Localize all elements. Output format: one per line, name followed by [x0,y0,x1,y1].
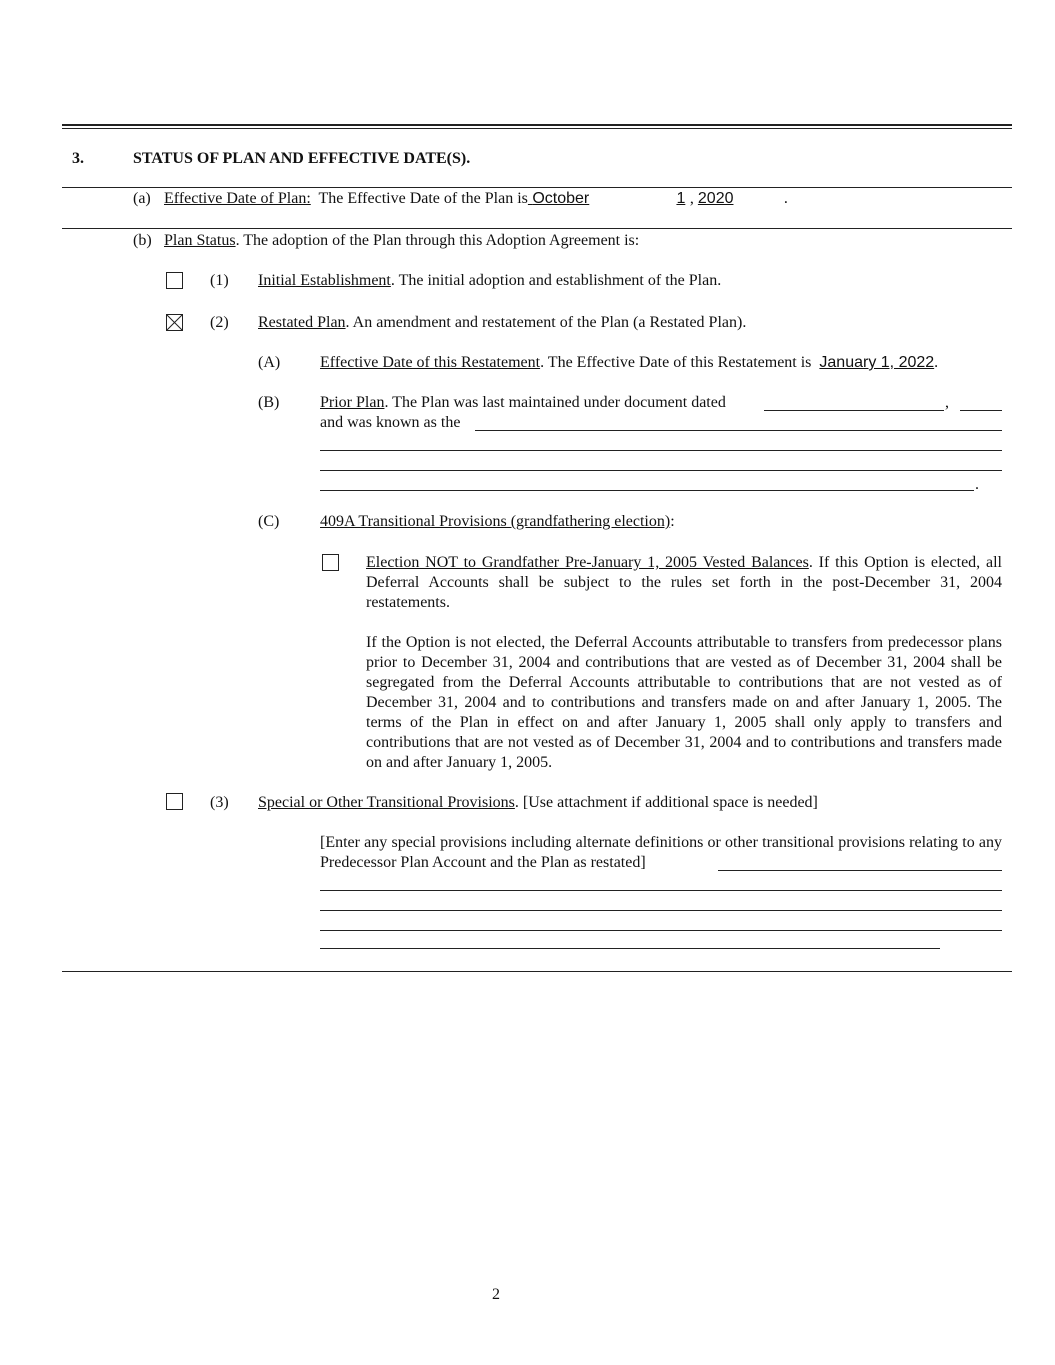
prior-plan-year-field[interactable] [960,410,1002,411]
sub-a-text: . The Effective Date of this Restatement is [540,354,812,371]
plan-effective-year-field[interactable]: 2020 [697,190,734,207]
prior-plan-date-field[interactable] [764,410,944,411]
item-b-line [164,231,639,251]
top-rule-thin [62,128,1012,129]
item-a-marker: (a) [133,190,151,207]
special-provisions-checkbox[interactable] [166,793,183,810]
prior-plan-name-field[interactable] [475,430,1002,431]
option-1-marker: (1) [210,272,229,289]
item-b-marker: (b) [133,232,152,249]
sub-b-label: Prior Plan [320,394,385,411]
sub-b-line2: and was known as the [320,414,461,431]
bottom-divider [62,971,1012,972]
option-2-line [258,313,746,333]
special-provisions-field-4[interactable] [320,930,1002,931]
special-provisions-field-2[interactable] [320,890,1002,891]
item-a-line [164,189,788,209]
option-3-label: Special or Other Transitional Provisions [258,794,515,811]
special-provisions-field-3[interactable] [320,910,1002,911]
option-3-marker: (3) [210,794,229,811]
sub-a-marker: (A) [258,354,281,371]
initial-establishment-checkbox[interactable] [166,272,183,289]
sub-b-comma: , [945,394,949,411]
option-2-text: . An amendment and restatement of the Plan (a Restated Plan). [345,314,747,331]
divider-1 [62,187,1012,188]
item-a-end: . [783,190,788,207]
option-1-line [258,271,721,291]
grandfather-election-checkbox[interactable] [322,554,339,571]
restated-plan-checkbox[interactable] [166,314,183,331]
sub-b-text: . The Plan was last maintained under document dated [384,394,726,411]
sub-b-marker: (B) [258,394,280,411]
option-3-line [258,793,818,813]
sub-b-end: . [975,476,979,493]
option-1-label: Initial Establishment [258,272,391,289]
special-provisions-field-5[interactable] [320,948,940,949]
plan-effective-month-field[interactable]: October [532,190,590,207]
grandfather-note: If the Option is not elected, the Deferral Accounts attributable to transfers from predecessor plans prior to December 31, 2004 and contributions that are vested as of December 31, 2004 shall be segregated from the Deferral Accounts attributable to contributions that are not vested as of December 31, 2004 and to contributions and transfers made on and after January 1, 2005. The terms of the Plan in effect on and after January 1, 2005 shall only apply to transfers and contributions that are not vested as of December 31, 2004 and to contributions and transfers made on and after January 1, 2005. [366,634,1002,771]
sub-c-line [320,512,675,532]
item-a-comma: , [689,190,694,207]
special-instructions-text: [Enter any special provisions including alternate definitions or other transitional provisions relating to any Predecessor Plan Account and the Plan as restated] [320,834,1002,871]
plan-effective-day-field[interactable]: 1 [676,190,686,207]
divider-2 [62,228,1012,229]
item-b-text: . The adoption of the Plan through this Adoption Agreement is: [235,232,640,249]
sub-a-label: Effective Date of this Restatement [320,354,541,371]
option-2-label: Restated Plan [258,314,346,331]
option-1-text: . The initial adoption and establishment of the Plan. [390,272,722,289]
prior-plan-name-line-2[interactable] [320,450,1002,451]
page-number: 2 [492,1286,500,1303]
section-number: 3. [72,150,84,167]
sub-b-line [320,393,726,413]
sub-c-marker: (C) [258,513,280,530]
restatement-effective-date-field[interactable]: January 1, 2022 [819,354,935,371]
prior-plan-name-line-4[interactable] [320,490,974,491]
special-provisions-instructions [320,833,1002,873]
item-a-text: The Effective Date of the Plan is [318,190,528,207]
sub-a-line [320,353,938,373]
option-3-text: . [Use attachment if additional space is needed] [514,794,818,811]
section-title: STATUS OF PLAN AND EFFECTIVE DATE(S). [133,150,471,167]
top-rule-thick [62,124,1012,126]
sub-c-colon: : [670,513,675,530]
item-a-label: Effective Date of Plan: [164,190,311,207]
special-provisions-field-1[interactable] [718,870,1002,871]
grandfather-election-description: . If this Option is elected, all Deferral Accounts shall be subject to the rules set forth in the post-December 31, 2004 restatements. [366,554,1002,611]
item-b-label: Plan Status [164,232,236,249]
grandfather-election-label: Election NOT to Grandfather Pre-January 1, 2005 Vested Balances [366,554,809,571]
grandfather-election-text [366,553,1002,613]
prior-plan-name-line-3[interactable] [320,470,1002,471]
option-2-marker: (2) [210,314,229,331]
sub-c-label: 409A Transitional Provisions (grandfathering election) [320,513,671,530]
checkbox-x-mark-icon [167,315,182,330]
sub-a-end: . [934,354,939,371]
